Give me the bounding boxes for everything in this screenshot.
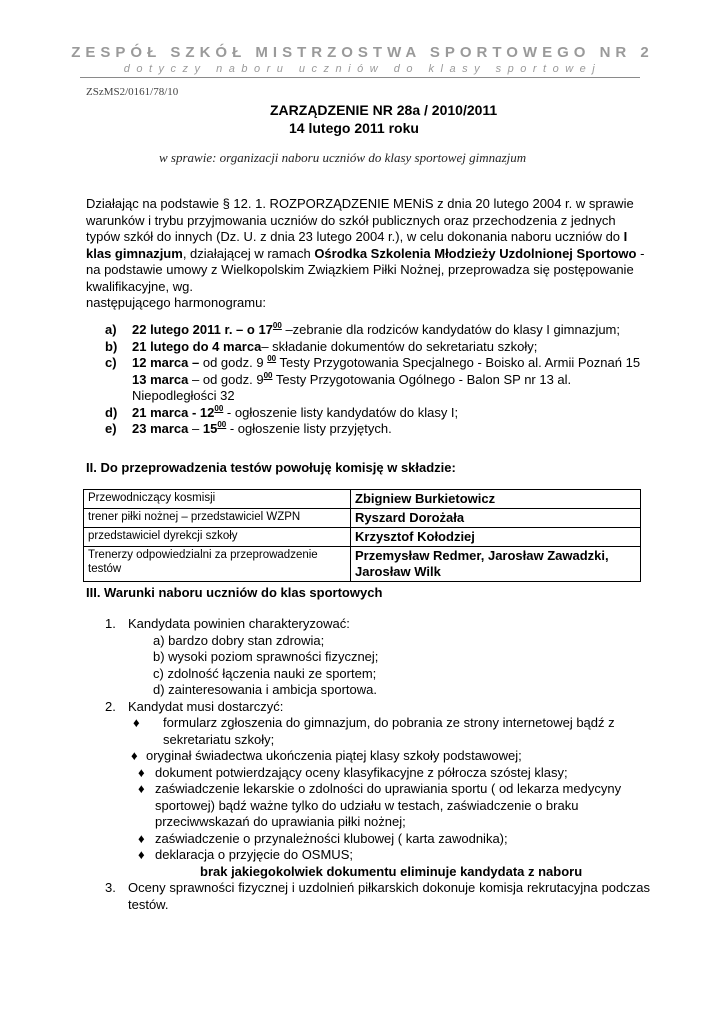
schedule-date: 21 lutego do 4 marca (132, 338, 262, 354)
order-date: 14 lutego 2011 roku (289, 120, 419, 136)
list-item (128, 715, 650, 748)
intro-bold-class: I klas gimnazjum (86, 229, 628, 261)
schedule-item-a (105, 322, 655, 339)
table-row (84, 490, 641, 509)
schedule-time-minutes: 00 (272, 321, 282, 330)
list-number: 1. (105, 616, 116, 631)
list-item (128, 781, 650, 831)
diamond-bullet-icon: ♦ (138, 847, 145, 862)
schedule-text: – (188, 421, 203, 436)
schedule-date: 23 marca (132, 421, 189, 436)
schedule-text: od godz. 9 (199, 355, 268, 370)
section-3-heading: III. Warunki naboru uczniów do klas sportowych (86, 585, 383, 600)
schedule-text: - ogłoszenie listy kandydatów do klasy I; (223, 404, 459, 420)
committee-member: Zbigniew Burkietowicz (351, 490, 641, 509)
list-number: 2. (105, 698, 116, 714)
diamond-bullet-icon: ♦ (133, 715, 140, 730)
condition-item-2 (105, 699, 650, 881)
intro-text: następującego harmonogramu: (86, 295, 266, 310)
committee-member: Ryszard Dorożała (351, 509, 641, 528)
list-text: Kandydata powinien charakteryzować: (128, 616, 350, 631)
list-text: deklaracja o przyjęcie do OSMUS; (155, 847, 353, 862)
list-number: 3. (105, 880, 116, 895)
intro-text: - na podstawie umowy z Wielkopolskim Związkiem Piłki Nożnej, przeprowadza się postępowanie kwalifikacyjne, wg. (86, 245, 645, 294)
table-row (84, 509, 641, 528)
schedule-date: 21 marca - 12 (132, 404, 215, 420)
list-item: b) wysoki poziom sprawności fizycznej; (153, 649, 379, 664)
school-name: ZESPÓŁ SZKÓŁ MISTRZOSTWA SPORTOWEGO NR 2 (71, 44, 654, 61)
schedule-label: d) (105, 404, 118, 420)
list-item: c) zdolność łączenia nauki ze sportem; (153, 665, 377, 681)
committee-role: przedstawiciel dyrekcji szkoły (84, 528, 351, 547)
order-subject: w sprawie: organizacji naboru uczniów do klasy sportowej gimnazjum (159, 150, 527, 165)
table-row (84, 528, 641, 547)
schedule-text: –zebranie dla rodziców kandydatów do klasy I gimnazjum; (281, 322, 620, 337)
conditions-list (105, 616, 650, 913)
intro-bold-center: Ośrodka Szkolenia Młodzieży Uzdolnionej Sportowo (314, 245, 637, 261)
schedule-text: Testy Przygotowania Ogólnego - Balon SP nr 13 al. Niepodległości 32 (132, 371, 572, 403)
list-item (128, 847, 650, 864)
committee-role: trener piłki nożnej – przedstawiciel WZPN (84, 509, 351, 528)
list-item (128, 748, 650, 765)
schedule-item-e (105, 421, 655, 438)
intro-paragraph (86, 196, 646, 312)
list-text: Oceny sprawności fizycznej i uzdolnień piłkarskich dokonuje komisja rekrutacyjna podczas testów. (128, 880, 650, 912)
schedule-text: Testy Przygotowania Specjalnego - Boisko al. Armii Poznań 15 (276, 355, 641, 370)
schedule-item-b (105, 339, 655, 356)
section-2-heading: II. Do przeprowadzenia testów powołuję komisję w składzie: (86, 460, 456, 475)
schedule-label: c) (105, 355, 117, 370)
list-item (128, 765, 650, 782)
committee-role: Trenerzy odpowiedzialni za przeprowadzenie testów (84, 547, 351, 582)
schedule-text: – od godz. 9 (188, 371, 264, 387)
committee-member: Krzysztof Kołodziej (351, 528, 641, 547)
list-text: dokument potwierdzający oceny klasyfikacyjne z półrocza szóstej klasy; (155, 764, 568, 780)
schedule-time: 15 (202, 421, 218, 436)
schedule-time-minutes: 00 (217, 420, 227, 429)
diamond-bullet-icon: ♦ (138, 830, 145, 846)
order-title: ZARZĄDZENIE NR 28a / 2010/2011 (270, 102, 498, 118)
diamond-bullet-icon: ♦ (131, 748, 138, 763)
diamond-bullet-icon: ♦ (138, 781, 145, 796)
condition-item-1 (105, 616, 650, 699)
schedule-time-minutes: 00 (263, 370, 273, 380)
list-item: d) zainteresowania i ambicja sportowa. (153, 682, 377, 697)
schedule-date: 13 marca (132, 371, 189, 387)
school-subtitle: dotyczy naboru uczniów do klasy sportowej (123, 63, 602, 75)
committee-member: Przemysław Redmer, Jarosław Zawadzki, Jarosław Wilk (351, 547, 641, 582)
list-text: formularz zgłoszenia do gimnazjum, do pobrania ze strony internetowej bądź z sekretariatu szkoły; (163, 715, 615, 747)
schedule-text: - ogłoszenie listy przyjętych. (226, 421, 392, 436)
schedule-text: – składanie dokumentów do sekretariatu szkoły; (261, 338, 538, 354)
header-divider (80, 77, 640, 78)
list-text: oryginał świadectwa ukończenia piątej klasy szkoły podstawowej; (146, 748, 522, 763)
condition-item-3 (105, 880, 650, 913)
diamond-bullet-icon: ♦ (138, 764, 145, 780)
schedule-time-minutes: 00 (214, 403, 224, 413)
intro-text: Działając na podstawie § 12. 1. ROZPORZĄDZENIE MENiS z dnia 20 lutego 2004 r. w sprawie warunków i trybu przyjmowania uczniów do szkół publicznych oraz przechodzenia z jednych typów szkół do innych (Dz. U. z dnia 23 lutego 2004 r.), w celu dokonania naboru uczniów do (86, 196, 634, 244)
schedule-label: e) (105, 421, 117, 436)
list-text: zaświadczenie lekarskie o zdolności do uprawiania sportu ( od lekarza medycyny sportowej) bądź ważne tylko do udziału w testach, zaświadczenie o braku przeciwwskazań do uprawiania piłki nożnej; (155, 781, 622, 829)
table-row (84, 547, 641, 582)
schedule-time-minutes: 00 (267, 354, 277, 363)
schedule-label: b) (105, 338, 118, 354)
schedule-date: 22 lutego 2011 r. – o 17 (132, 322, 273, 337)
schedule-item-c (105, 355, 655, 405)
list-item (128, 831, 650, 848)
schedule-label: a) (105, 322, 117, 337)
list-text: Kandydat musi dostarczyć: (128, 698, 284, 714)
schedule-item-d (105, 405, 655, 422)
schedule-list (105, 322, 655, 438)
missing-documents-warning: brak jakiegokolwiek dokumentu eliminuje kandydata z naboru (200, 863, 583, 879)
committee-role: Przewodniczący kosmisji (84, 490, 351, 509)
list-text: zaświadczenie o przynależności klubowej ( karta zawodnika); (155, 830, 508, 846)
schedule-date: 12 marca – (132, 355, 200, 370)
list-item: a) bardzo dobry stan zdrowia; (153, 632, 325, 648)
intro-text: , działającej w ramach (182, 245, 315, 261)
committee-table (83, 489, 641, 582)
reference-number: ZSzMS2/0161/78/10 (86, 86, 179, 98)
